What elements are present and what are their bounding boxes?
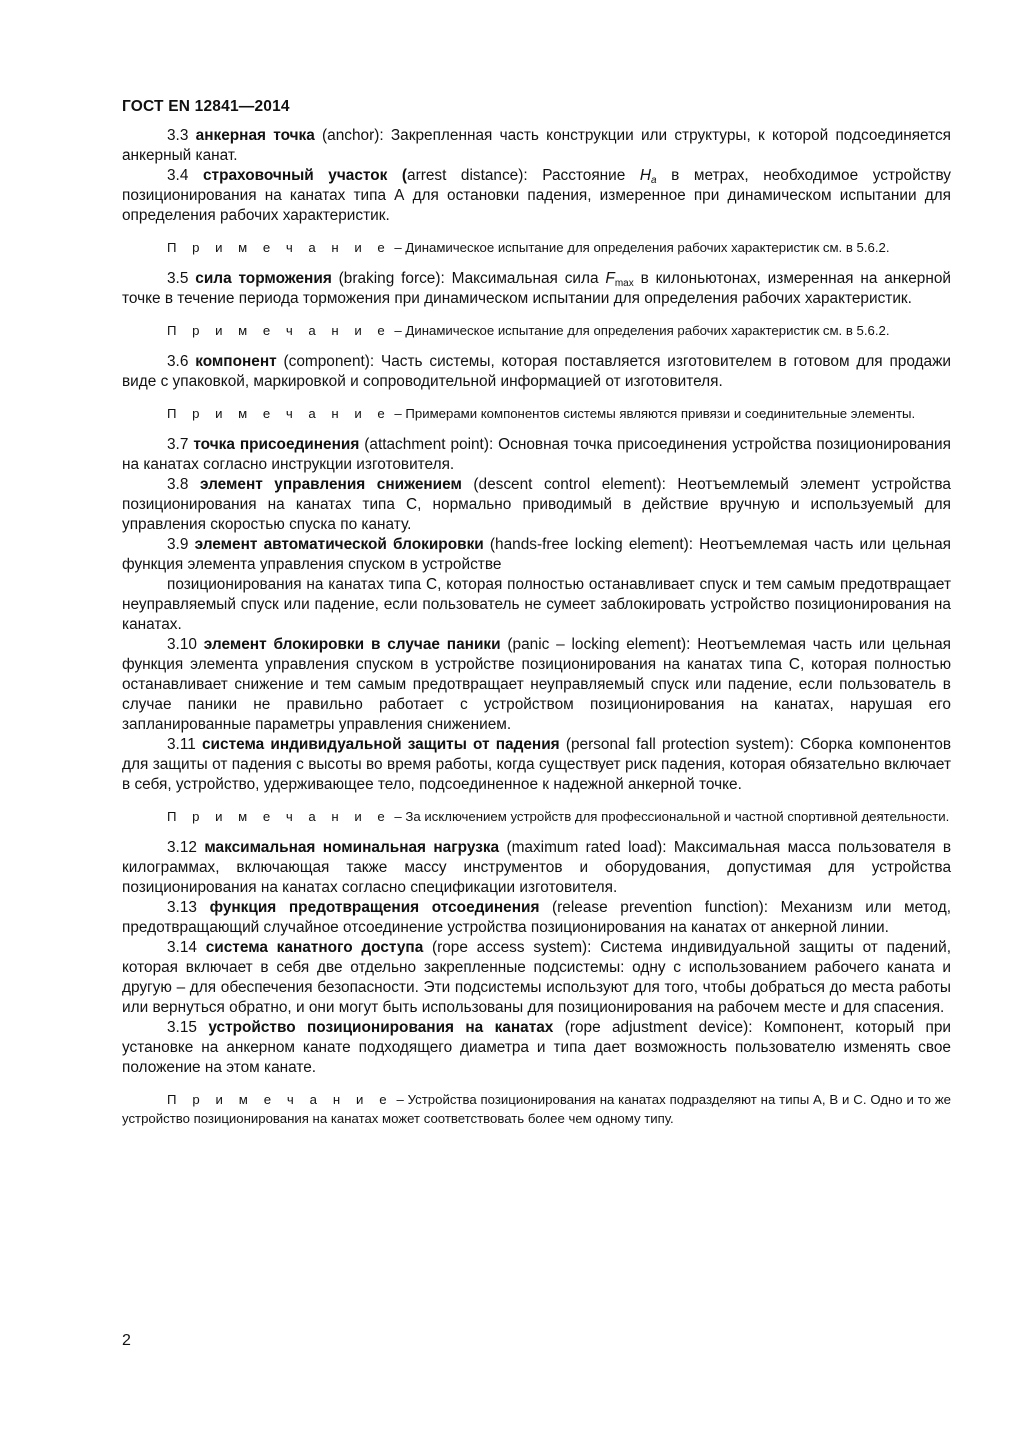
term: элемент блокировки в случае паники — [203, 636, 501, 653]
term: система канатного доступа — [205, 939, 424, 956]
definition-3-8: 3.8 элемент управления снижением (descent control element): Неотъемлемый элемент устройства позиционирования на канатах типа С, нормально приводимый в действие вручную и используемый для управления скоростью спуска по канату. — [122, 476, 951, 533]
standard-header: ГОСТ EN 12841—2014 — [122, 98, 290, 115]
definition-3-11: 3.11 система индивидуальной защиты от падения (personal fall protection system): Сборка компонентов для защиты от падения с высоты во время работы, когда существует риск падения, которая обязательно включает в себя, устройство, удерживающее тело, подсоединенное к надежной анкерной точке. — [122, 736, 951, 793]
term: элемент автоматической блокировки — [194, 536, 484, 553]
definition-3-14: 3.14 система канатного доступа (rope access system): Система индивидуальной защиты от падений, которая включает в себя две отдельно закрепленные подсистемы: одну с использованием рабочего каната и другую – для обеспечения безопасности. Эти подсистемы используют для того, чтобы добраться до места работы или вернуться обратно, и они могут быть использованы для позиционирования на рабочем месте и для спасения. — [122, 939, 951, 1016]
term: точка присоединения — [193, 436, 360, 453]
term: максимальная номинальная нагрузка — [204, 839, 500, 856]
term: элемент управления снижением — [199, 476, 462, 493]
definition-3-4: 3.4 страховочный участок (arrest distance): Расстояние $H_a$ в метрах, необходимое устройству позиционирования на канатах типа А для остановки падения, измеренное при динамическом испытании для определения рабочих характеристик. — [122, 167, 951, 224]
term: система индивидуальной защиты от падения — [201, 736, 560, 753]
definition-3-5: 3.5 сила торможения (braking force): Максимальная сила $F_{max}$ в килоньютонах, измеренная на анкерной точке в течение периода торможения при динамическом испытании для определения рабочих характеристик. — [122, 270, 951, 307]
note: П р и м е ч а н и е – Примерами компонентов системы являются привязи и соединительные элементы. — [167, 406, 916, 421]
definition-3-7: 3.7 точка присоединения (attachment point): Основная точка присоединения устройства позиционирования на канатах согласно инструкции изготовителя. — [122, 436, 951, 473]
definition-3-3: 3.3 анкерная точка (anchor): Закрепленная часть конструкции или структуры, к которой подсоединяется анкерный канат. — [122, 127, 952, 164]
definition-3-15: 3.15 устройство позиционирования на канатах (rope adjustment device): Компонент, который при установке на анкерном канате подходящего диаметра и типа дает возможность пользователю изменять свое положение на этом канате. — [122, 1019, 952, 1076]
definition-3-10: 3.10 элемент блокировки в случае паники (panic – locking element): Неотъемлемая часть или цельная функция элемента управления спуском в устройстве позиционирования на канатах типа С, которая полностью останавливает снижение и тем самым предотвращает неуправляемый спуск или падение, если пользователь в случае паники не правильно работает с устройством позиционирования на канатах, нарушая его запланированные параметры управления снижением. — [122, 636, 951, 733]
definition-3-9-continued: позиционирования на канатах типа С, которая полностью останавливает спуск и тем самым предотвращает неуправляемый спуск или падение, если пользователь не сумеет заблокировать устройство позиционирования на канатах. — [122, 576, 951, 633]
term: страховочный участок ( — [202, 167, 408, 184]
term: устройство позиционирования на канатах — [208, 1019, 554, 1036]
definition-3-13: 3.13 функция предотвращения отсоединения (release prevention function): Механизм или метод, предотвращающий случайное отсоединение устройства позиционирования на канатах от анкерной линии. — [122, 899, 951, 936]
term: анкерная точка — [195, 127, 315, 144]
note: П р и м е ч а н и е – За исключением устройств для профессиональной и частной спортивной деятельности. — [167, 809, 950, 824]
note: П р и м е ч а н и е – Динамическое испытание для определения рабочих характеристик см. в 5.6.2. — [167, 323, 890, 338]
definitions-body — [122, 126, 951, 1140]
definition-3-12: 3.12 максимальная номинальная нагрузка (maximum rated load): Максимальная масса пользователя в килограммах, включающая также массу инструментов и оборудования, допустимая для устройства позиционирования на канатах согласно спецификации изготовителя. — [122, 839, 952, 896]
term: компонент — [195, 353, 277, 370]
term: сила торможения — [195, 270, 332, 287]
definition-3-9: 3.9 элемент автоматической блокировки (hands-free locking element): Неотъемлемая часть или цельная функция элемента управления спуском в устройстве — [122, 536, 951, 573]
term: функция предотвращения отсоединения — [209, 899, 540, 916]
note: П р и м е ч а н и е – Устройства позиционирования на канатах подразделяют на типы А, В и С. Одно и то же устройство позиционирования на канатах может соответствовать более чем одному типу. — [122, 1092, 951, 1126]
definition-3-6: 3.6 компонент (component): Часть системы, которая поставляется изготовителем в готовом для продажи виде с упаковкой, маркировкой и сопроводительной информацией от изготовителя. — [122, 353, 951, 390]
note: П р и м е ч а н и е – Динамическое испытание для определения рабочих характеристик см. в 5.6.2. — [167, 240, 890, 255]
page-number: 2 — [122, 1332, 131, 1349]
